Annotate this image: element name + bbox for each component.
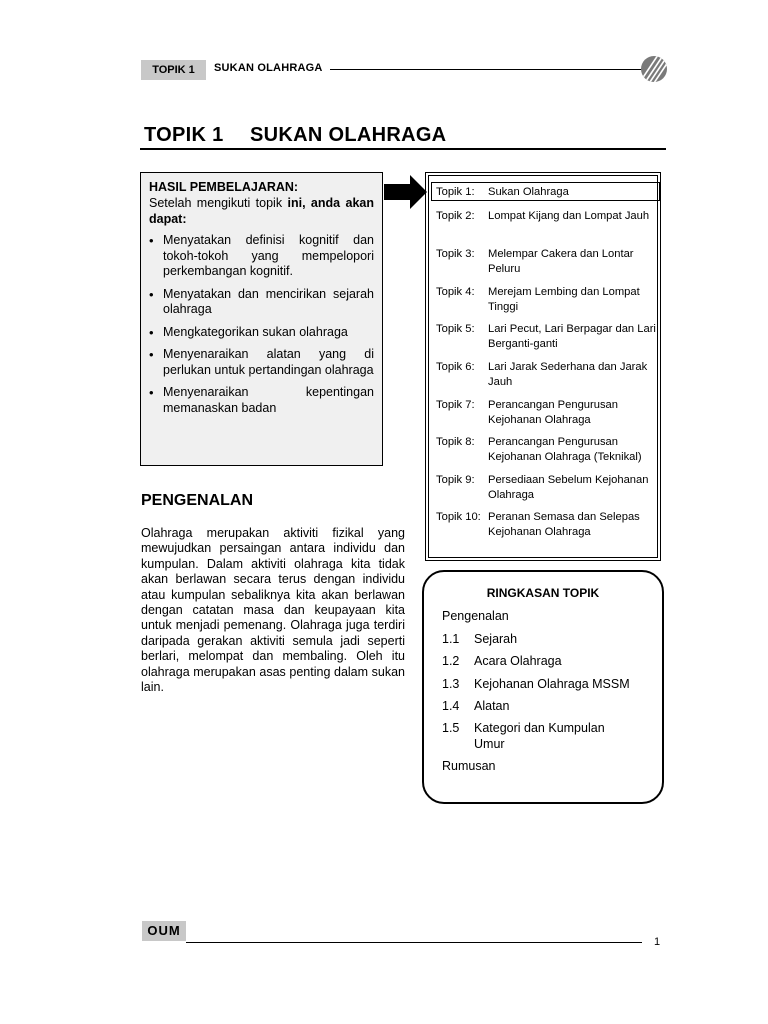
arrow-right-icon [383,174,428,210]
topic-number: Topik 9: [436,474,475,486]
topic-summary-number: 1.1 [442,632,460,646]
topic-summary-number: 1.3 [442,677,460,691]
topic-number: Topik 8: [436,436,475,448]
topic-summary-text: Kejohanan Olahraga MSSM [474,677,630,691]
topic-title: Merejam Lembing dan Lompat Tinggi [488,286,640,314]
learning-outcomes-box [140,172,383,466]
learning-outcome-item: • Menyenaraikan kepentingan memanaskan badan [149,385,374,416]
learning-outcomes-intro-bold: ini, anda akan dapat: [149,196,374,226]
oum-logo-icon [640,55,668,83]
learning-outcome-item: • Menyatakan definisi kognitif dan tokoh-tokoh yang mempelopori perkembangan kognitif. [149,233,374,280]
introduction-body: Olahraga merupakan aktiviti fizikal yang mewujudkan persaingan antara individu dan kumpulan. Dalam aktiviti olahraga kita tidak akan berlawan secara terus dengan individu atau kumpulan sebaliknya kita akan berlawan dengan catatan masa dan keupayaan kita untuk menjadi pemenang. Olahraga juga terdiri daripada gerakan aktiviti semula jadi seperti berlari, melompat dan membaling. Oleh itu olahraga merupakan asas penting dalam sukan lain. [141,526,405,695]
topic-number: Topik 6: [436,361,475,373]
page-title-text: SUKAN OLAHRAGA [250,124,447,146]
topic-summary-text: Kategori dan Kumpulan Umur [474,721,605,751]
topic-title: Lompat Kijang dan Lompat Jauh [488,210,650,222]
header-title: SUKAN OLAHRAGA [214,62,323,74]
page-title-number: TOPIK 1 [144,124,224,146]
topic-title: Sukan Olahraga [488,186,569,198]
page-title [144,124,446,147]
topic-summary-number: 1.4 [442,699,460,713]
learning-outcome-item: • Mengkategorikan sukan olahraga [149,325,374,341]
topic-number: Topik 5: [436,323,475,335]
topic-summary-number: 1.2 [442,654,460,668]
topic-summary-text: Acara Olahraga [474,654,562,668]
topic-number: Topik 2: [436,210,475,222]
title-rule [140,148,666,150]
topic-summary-item [442,759,642,775]
topic-number: Topik 1: [436,186,475,198]
topic-title: Perancangan Pengurusan Kejohanan Olahraga (Teknikal) [488,436,642,464]
topic-title: Persediaan Sebelum Kejohanan Olahraga [488,474,649,502]
learning-outcome-item: • Menyenaraikan alatan yang di perlukan untuk pertandingan olahraga [149,347,374,378]
topic-number: Topik 7: [436,399,475,411]
footer-oum-tag: OUM [142,921,186,941]
header-rule [330,69,642,70]
topic-summary-text: Sejarah [474,632,518,646]
topic-summary-number: 1.5 [442,721,460,735]
topic-title: Lari Pecut, Lari Berpagar dan Lari Berganti-ganti [488,323,656,351]
topic-title: Lari Jarak Sederhana dan Jarak Jauh [488,361,648,389]
learning-outcome-item: • Menyatakan dan mencirikan sejarah olahraga [149,287,374,318]
topic-number: Topik 10: [436,511,481,523]
topic-title: Perancangan Pengurusan Kejohanan Olahraga [488,399,619,427]
learning-outcomes-intro-plain: Setelah mengikuti topik [149,196,288,210]
footer-rule [186,942,642,943]
topic-summary-text: Alatan [474,699,510,713]
introduction-heading: PENGENALAN [141,492,254,509]
learning-outcomes-heading: HASIL PEMBELAJARAN: [149,180,299,194]
topic-title: Peranan Semasa dan Selepas Kejohanan Olahraga [488,511,640,539]
topic-summary-item [442,609,642,625]
learning-outcomes-list [149,233,374,416]
topic-title: Melempar Cakera dan Lontar Peluru [488,248,634,276]
topic-number: Topik 3: [436,248,475,260]
topic-summary-text: Rumusan [442,759,496,773]
topic-number: Topik 4: [436,286,475,298]
topic-summary-text: Pengenalan [442,609,509,623]
topic-summary-title: RINGKASAN TOPIK [486,586,600,600]
page-number: 1 [654,936,661,948]
learning-outcomes-intro [149,195,374,227]
header-topic-tag: TOPIK 1 [141,60,206,80]
